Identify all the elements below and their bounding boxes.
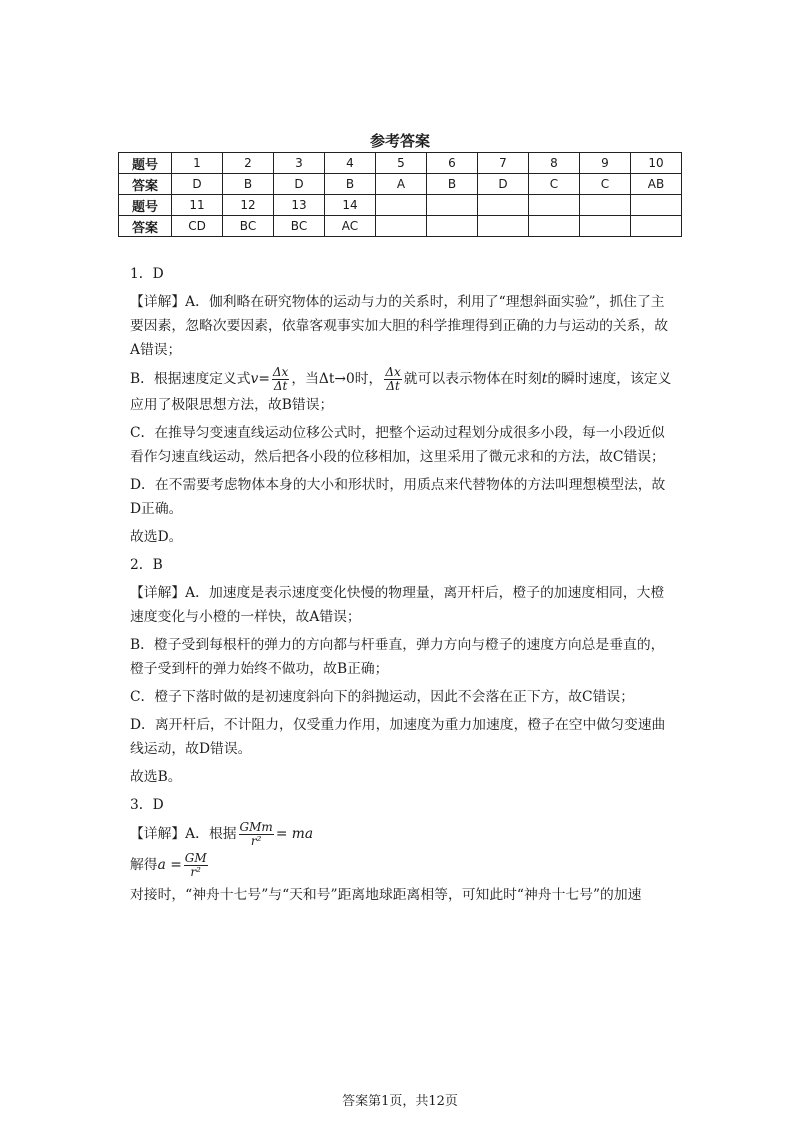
- q1-b-fraction-2: [384, 366, 401, 393]
- q3-a-pre: 【详解】A．根据: [130, 826, 237, 842]
- q3-heading: 3．D: [130, 797, 164, 813]
- table-cell: 5: [376, 153, 427, 174]
- table-cell: BC: [274, 216, 325, 237]
- q2-option-b: B．橙子受到每根杆的弹力的方向都与杆垂直，弹力方向与橙子的速度方向总是垂直的，橙子受到杆的弹力始终不做功，故B正确；: [130, 637, 665, 677]
- q3-option-a: [130, 821, 675, 848]
- table-cell: CD: [172, 216, 223, 237]
- q3-sol-pre: 解得: [130, 857, 158, 873]
- table-row-header: 答案: [119, 216, 172, 237]
- table-cell: 2: [223, 153, 274, 174]
- table-cell: [631, 216, 682, 237]
- q1-b-post: 就可以表示物体在时刻: [403, 371, 542, 387]
- table-cell: 11: [172, 195, 223, 216]
- table-cell: 7: [478, 153, 529, 174]
- table-cell: B: [223, 174, 274, 195]
- q3-last-line: 对接时，“神舟十七号”与“天和号”距离地球距离相等，可知此时“神舟十七号”的加速: [130, 887, 642, 903]
- q2-conclusion: 故选B。: [130, 769, 182, 785]
- table-cell: [631, 195, 682, 216]
- q1-heading: 1．D: [130, 266, 164, 282]
- q1-b-frac2-den: Δt: [386, 379, 400, 393]
- q3-sol-frac-den: r²: [190, 865, 201, 879]
- table-cell: 6: [427, 153, 478, 174]
- q1-b-frac2-num: Δx: [385, 365, 401, 379]
- q3-sol-fraction: [184, 852, 208, 879]
- table-cell: B: [325, 174, 376, 195]
- q3-a-post: = ma: [275, 826, 314, 842]
- q1-b-v: v: [250, 371, 259, 387]
- q1-b-frac1-num: Δx: [272, 365, 289, 379]
- table-cell: 14: [325, 195, 376, 216]
- table-cell: A: [376, 174, 427, 195]
- q2-option-c: C．橙子下落时做的是初速度斜向下的斜抛运动，因此不会落在正下方，故C错误；: [130, 689, 635, 705]
- page-title: 参考答案: [369, 132, 430, 150]
- table-cell: D: [172, 174, 223, 195]
- table-cell: [478, 195, 529, 216]
- table-cell: B: [427, 174, 478, 195]
- q3-sol-frac-num: GM: [184, 851, 207, 865]
- table-cell: [427, 216, 478, 237]
- table-cell: [376, 216, 427, 237]
- table-row: [119, 174, 682, 195]
- table-row-header: 答案: [119, 174, 172, 195]
- table-cell: 4: [325, 153, 376, 174]
- q1-b-fraction-1: [272, 366, 289, 393]
- table-row-header: 题号: [119, 153, 172, 174]
- table-row: [119, 153, 682, 174]
- q3-solution: [130, 852, 675, 879]
- q1-b-frac1-den: Δt: [273, 379, 288, 393]
- table-cell: AC: [325, 216, 376, 237]
- table-cell: [478, 216, 529, 237]
- q3-sol-a: a =: [157, 857, 182, 873]
- q1-option-a: 【详解】A．伽利略在研究物体的运动与力的关系时，利用了“理想斜面实验”，抓住了主要因素，忽略次要因素，依靠客观事实加大胆的科学推理得到正确的力与运动的关系，故A错误；: [130, 294, 669, 358]
- q3-a-fraction: [239, 821, 274, 848]
- table-row: [119, 195, 682, 216]
- table-cell: 8: [529, 153, 580, 174]
- q2-option-d: D．离开杆后，不计阻力，仅受重力作用，加速度为重力加速度，橙子在空中做匀变速曲线运动，故D错误。: [130, 717, 666, 757]
- table-cell: D: [478, 174, 529, 195]
- table-row-header: 题号: [119, 195, 172, 216]
- table-cell: D: [274, 174, 325, 195]
- q1-b-eq: =: [258, 371, 270, 387]
- q1-b-mid: ，当Δt→0时，: [291, 371, 383, 387]
- table-cell: AB: [631, 174, 682, 195]
- q3-a-frac-den: r²: [250, 834, 262, 848]
- table-cell: [529, 195, 580, 216]
- table-row: [119, 216, 682, 237]
- table-cell: [427, 195, 478, 216]
- table-cell: 13: [274, 195, 325, 216]
- q1-b-pre: B．根据速度定义式: [130, 371, 251, 387]
- table-cell: C: [580, 174, 631, 195]
- table-cell: 3: [274, 153, 325, 174]
- q3-a-frac-num: GMm: [239, 820, 273, 834]
- q1-option-d: D．在不需要考虑物体本身的大小和形状时，用质点来代替物体的方法叫理想模型法，故D正确。: [130, 477, 666, 517]
- table-cell: [376, 195, 427, 216]
- q2-option-a: 【详解】A．加速度是表示速度变化快慢的物理量，离开杆后，橙子的加速度相同，大橙速度变化与小橙的一样快，故A错误；: [130, 585, 665, 625]
- table-cell: 9: [580, 153, 631, 174]
- q1-b-t: t: [541, 371, 548, 387]
- answer-table: [118, 152, 682, 237]
- table-cell: 1: [172, 153, 223, 174]
- table-cell: 10: [631, 153, 682, 174]
- table-cell: [580, 216, 631, 237]
- q1-conclusion: 故选D。: [130, 529, 183, 545]
- page-footer: 答案第1页，共12页: [342, 1094, 458, 1109]
- table-cell: 12: [223, 195, 274, 216]
- q1-b-end: 的瞬时速度，该定义应用了极限思想方法，故B错误；: [130, 371, 672, 413]
- table-cell: BC: [223, 216, 274, 237]
- table-cell: C: [529, 174, 580, 195]
- answer-explanations: [130, 262, 675, 911]
- q2-heading: 2．B: [130, 557, 163, 573]
- q1-option-c: C．在推导匀变速直线运动位移公式时，把整个运动过程划分成很多小段，每一小段近似看作匀速直线运动，然后把各小段的位移相加，这里采用了微元求和的方法，故C错误；: [130, 425, 665, 465]
- table-cell: [529, 216, 580, 237]
- q1-option-b: [130, 366, 675, 417]
- table-cell: [580, 195, 631, 216]
